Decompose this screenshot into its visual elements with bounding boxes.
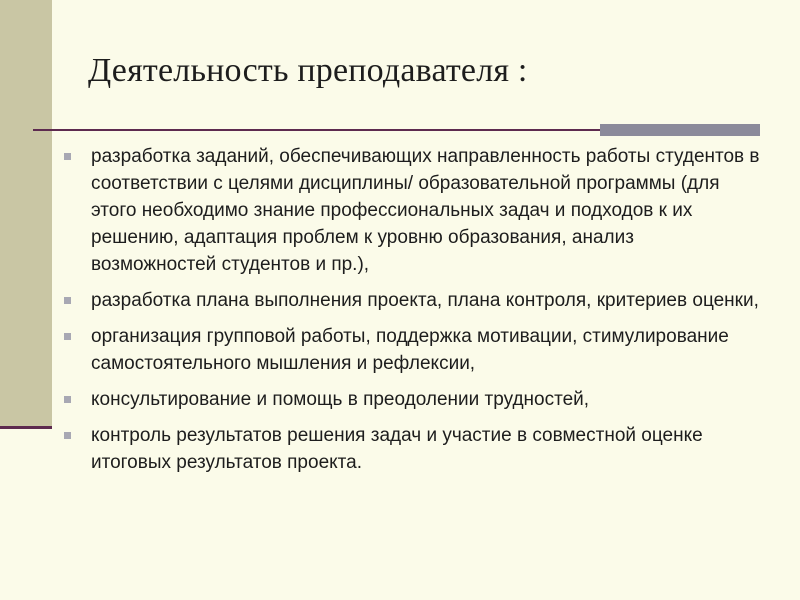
square-bullet-icon bbox=[64, 396, 71, 403]
square-bullet-icon bbox=[64, 153, 71, 160]
square-bullet-icon bbox=[64, 333, 71, 340]
bullet-item bbox=[60, 422, 760, 476]
bullet-list bbox=[60, 143, 760, 485]
bullet-text: консультирование и помощь в преодолении трудностей, bbox=[91, 389, 590, 410]
bullet-text: организация групповой работы, поддержка мотивации, стимулирование самостоятельного мышления и рефлексии, bbox=[91, 326, 729, 374]
accent-bar bbox=[600, 124, 760, 136]
square-bullet-icon bbox=[64, 297, 71, 304]
left-decorative-band bbox=[0, 0, 52, 426]
bullet-item bbox=[60, 386, 760, 413]
bullet-item bbox=[60, 323, 760, 377]
square-bullet-icon bbox=[64, 432, 71, 439]
bullet-text: контроль результатов решения задач и участие в совместной оценке итоговых результатов проекта. bbox=[91, 425, 703, 473]
left-band-rule bbox=[0, 426, 52, 429]
bullet-text: разработка заданий, обеспечивающих направленность работы студентов в соответствии с целями дисциплины/ образовательной программы (для этого необходимо знание профессиональных задач и подходов к их решению, адаптация проблем к уровню образования, анализ возможностей студентов и пр.), bbox=[91, 146, 760, 275]
bullet-item bbox=[60, 287, 760, 314]
slide-title: Деятельность преподавателя : bbox=[88, 52, 528, 89]
bullet-item bbox=[60, 143, 760, 278]
bullet-text: разработка плана выполнения проекта, плана контроля, критериев оценки, bbox=[91, 290, 759, 311]
